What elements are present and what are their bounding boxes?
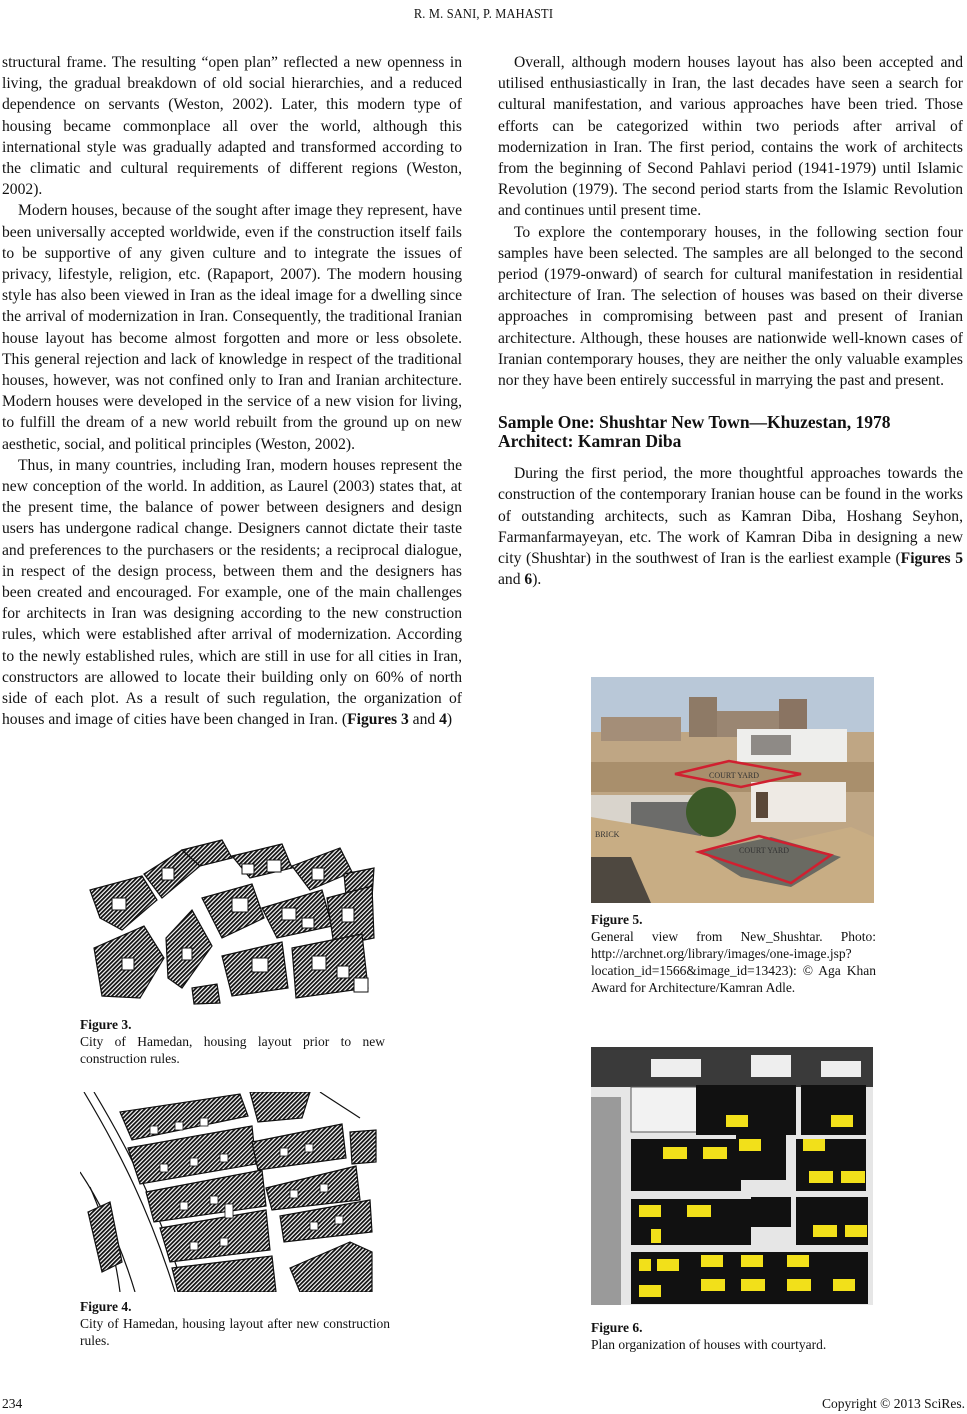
- figure-caption-text: City of Hamedan, housing layout prior to new construction rules.: [80, 1034, 385, 1066]
- section-heading-architect: Architect: Kamran Diba: [498, 431, 682, 452]
- brick-label: BRICK: [595, 830, 620, 839]
- figure-5: [591, 677, 876, 996]
- hamedan-new-layout-map: [80, 1092, 378, 1292]
- paragraph: Overall, although modern houses layout has also been accepted and utilised enthusiastically in Iran, the last decades have seen a search for cultural manifestation, and various approaches have been tried. Those efforts can be categorized within two periods after arrival of modernization in Iran. The first period, contains the work of architects from the beginning of Second Pahlavi period (1941-1979) until Islamic Revolution (1979). The second period starts from the Islamic Revolution and continues until present time.: [498, 54, 963, 220]
- section-heading: [498, 413, 963, 451]
- figure-label: Figure 6.: [591, 1320, 643, 1335]
- figure-caption-text: City of Hamedan, housing layout after new construction rules.: [80, 1316, 390, 1348]
- shushtar-photo: [591, 677, 874, 903]
- fig-ref-and: and: [498, 571, 525, 589]
- figure-5-ref-link[interactable]: Figures 5: [900, 550, 963, 568]
- paragraph-text: Thus, in many countries, including Iran, modern houses represent the new conception of the world. In addition, as Laurel (2003) states that, at the present time, the balance of power between designers and design users has undergone radical change. Designers cannot dictate their taste and preferences to the purchasers or the residents; a reciprocal dialogue, in respect of the design process, between them and the designers has been created and encouraged. For example, one of the main challenges for architects in Iran was designing according to the new construction rules, which were established after arrival of modernization. According to the newly established rules, which are still in use for all cities in Iran, constructors are allowed to locate their building only on 60% of north side of each plot. As a result of such regulation, the organization of houses and image of cities have been changed in Iran.: [2, 456, 462, 729]
- figure-caption: [591, 911, 876, 996]
- hamedan-old-layout-map: [82, 838, 380, 1008]
- page-number: 234: [2, 1396, 23, 1411]
- paragraph: To explore the contemporary houses, in the following section four samples have been selected. The samples are all belonged to the second period (1979-onward) of search for cultural manifestation in residential architecture of Iran. The selection of houses was based on their diverse approaches in compromising between past and present of Iranian architecture. Although, these houses are nationwide well-known cases of Iranian contemporary houses, they are neither the only valuable examples nor they have been entirely successful in marrying the past and present.: [498, 223, 963, 390]
- figure-caption: [80, 1298, 390, 1349]
- figure-4: [80, 1092, 390, 1349]
- figure-label: Figure 4.: [80, 1299, 132, 1314]
- fig-ref-and: and: [408, 711, 440, 729]
- left-column: [2, 52, 462, 731]
- fig-ref-paren: (: [341, 711, 348, 729]
- paragraph-text: During the first period, the more thoughtful approaches towards the construction of the contemporary Iranian house can be found in the works of outstanding architects, such as Kamran Diba, Hoshang Seyhon, Farmanfarmayeyan, etc. The work of Kamran Diba in designing a new city (Shushtar) in the southwest of Iran is the earliest example (: [498, 465, 963, 568]
- figure-caption: [80, 1016, 385, 1067]
- courtyard-label: COURT YARD: [739, 846, 789, 855]
- copyright-notice: Copyright © 2013 SciRes.: [821, 1396, 965, 1411]
- paragraph: [2, 455, 462, 731]
- running-head: R. M. SANI, P. MAHASTI: [413, 6, 554, 21]
- paragraph: [498, 463, 963, 590]
- figure-caption-text: Plan organization of houses with courtyard.: [591, 1337, 827, 1352]
- figure-label: Figure 5.: [591, 912, 643, 927]
- courtyard-label: COURT YARD: [709, 771, 759, 780]
- right-column: [498, 52, 963, 590]
- figure-caption-text: General view from New_Shushtar. Photo: http://archnet.org/library/images/one-image.jsp?location_id=1566&image_id=13423): © Aga Khan Award for Architecture/Kamran Adle.: [591, 929, 876, 995]
- figure-3: [80, 838, 385, 1067]
- paragraph: structural frame. The resulting “open plan” reflected a new openness in living, the gradual breakdown of old social hierarchies, and a reduced dependence on servants (Weston, 2002). Later, this modern type of housing became commonplace all over the world, although this international style was gradually adapted and transformed according to the climatic and cultural requirements of different regions (Weston, 2002).: [2, 54, 462, 199]
- figure-6: [591, 1047, 876, 1353]
- figure-caption: [591, 1319, 876, 1353]
- fig-ref-paren: ).: [532, 571, 542, 589]
- fig-ref-paren: ): [446, 711, 453, 729]
- courtyard-plan: [591, 1047, 873, 1305]
- figure-label: Figure 3.: [80, 1017, 132, 1032]
- section-heading-title: Sample One: Shushtar New Town—Khuzestan, 1978: [498, 412, 891, 433]
- paragraph: Modern houses, because of the sought after image they represent, have been universally accepted worldwide, even if the construction itself fails to be supportive of any given culture and to integrate the issues of privacy, lifestyle, religion, etc. (Rapaport, 2007). The modern housing style has also been viewed in Iran as the ideal image for a dwelling since the arrival of modernization in Iran. Consequently, the traditional Iranian house layout has become almost forgotten and more or less obsolete. This general rejection and lack of knowledge in respect of the traditional houses, however, was not confined only to Iran and Iranian architecture. Modern houses were developed in the service of a new vision for living, to fulfill the dream of a new world rebuilt from the ground up on new aesthetic, social, and political principles (Weston, 2002).: [2, 202, 462, 453]
- figure-4-ref-link[interactable]: 4: [439, 711, 447, 729]
- figure-6-ref-link[interactable]: 6: [524, 571, 533, 589]
- figure-3-ref-link[interactable]: Figures 3: [347, 711, 409, 729]
